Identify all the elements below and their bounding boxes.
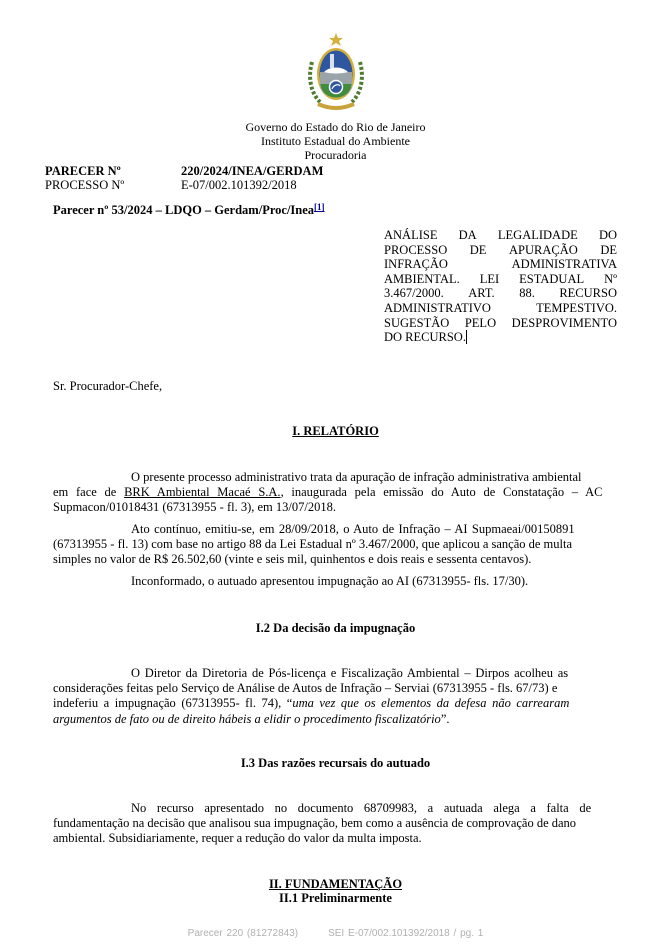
ementa-word: AMBIENTAL. [384,271,460,286]
footer-page-ref: SEI E-07/002.101392/2018 / pg. 1 [328,928,484,939]
ementa-word: DE [600,242,617,257]
parecer-label: PARECER Nº [45,164,121,178]
section-title-fundamentacao [0,877,671,892]
ementa-word: ANÁLISE [384,228,438,242]
section-title-decisao: I.2 Da decisão da impugnação [255,621,416,635]
paragraph-1-line-3: Supmacon/01018431 (67313955 - fl. 3), em 13/07/2018. [53,500,336,515]
header-institute-name: Instituto Estadual do Ambiente [261,134,410,148]
ementa-line [384,228,617,243]
company-name-link[interactable]: BRK Ambiental Macaé S.A. [124,485,281,500]
paragraph-1-line-2-pre: em face de [53,485,117,500]
ementa-word: PELO [464,315,497,330]
ementa-line [384,330,617,345]
ementa-word: ART. [468,286,495,301]
parecer-subtitle [53,203,325,218]
ementa-word: DO [598,228,617,242]
paragraph-5 [53,801,618,847]
ementa-line [384,286,617,301]
ementa-line [384,243,617,258]
parecer-number: 220/2024/INEA/GERDAM [181,164,324,178]
ementa-line [384,272,617,287]
header-government-name: Governo do Estado do Rio de Janeiro [245,120,426,134]
greeting: Sr. Procurador-Chefe, [53,379,163,393]
coat-of-arms-icon [302,32,370,116]
paragraph-4-line-2: considerações feitas pelo Serviço de Análise de Autos de Infração – Serviai (67313955 - fls. 67/73) e [53,681,558,696]
section-title-preliminarmente: II.1 Preliminarmente [279,891,392,905]
footer-document-ref: Parecer 220 (81272843) [187,928,299,939]
paragraph-5-line-3: ambiental. Subsidiariamente, requer a redução do valor da multa imposta. [53,831,422,846]
paragraph-4-line-3-pre: indeferiu a impugnação (67313955- fl. 74), “ [53,696,293,711]
paragraph-5-line-1: No recurso apresentado no documento 68709983, a autuada alega a falta de [131,801,592,815]
paragraph-4-line-1: O Diretor da Diretoria de Pós-licença e Fiscalização Ambiental – Dirpos acolheu as [131,666,569,680]
header-department-name: Procuradoria [304,148,367,162]
ementa-word: ADMINISTRATIVO [384,300,491,315]
paragraph-1 [53,470,618,516]
ementa-word: RECURSO [559,286,617,301]
footnote-link[interactable]: [1] [314,202,325,212]
processo-number: E-07/002.101392/2018 [181,178,297,192]
ementa-word: 88. [519,286,535,301]
ementa-line [384,301,617,316]
text-cursor [466,330,467,344]
ementa-word: DO RECURSO. [384,330,466,345]
ementa-word: 3.467/2000. [384,286,444,301]
paragraph-3: Inconformado, o autuado apresentou impugnação ao AI (67313955- fls. 17/30). [131,574,529,588]
ementa-word: DA [458,228,477,242]
paragraph-2 [53,522,618,568]
paragraph-4-quote-part-1: uma vez que os elementos da defesa não carrearam [292,696,570,711]
paragraph-1-line-2-post: , inaugurada pela emissão do Auto de Constatação – AC [280,485,603,500]
paragraph-2-line-2: (67313955 - fl. 13) com base no artigo 88 da Lei Estadual nº 3.467/2000, que aplicou a sanção de multa [53,537,573,552]
ementa-line [384,316,617,331]
ementa-word: LEI [479,271,500,286]
paragraph-4-line-4-post: ”. [440,711,450,726]
section-title-fundamentacao-text: II. FUNDAMENTAÇÃO [268,877,403,891]
ementa-word: LEGALIDADE [497,228,578,242]
ementa-word: ADMINISTRATIVA [511,257,617,272]
paragraph-1-line-1-text: O presente processo administrativo trata da apuração de infração administrativa ambiental [131,470,582,484]
parecer-subtitle-text: Parecer nº 53/2024 – LDQO – Gerdam/Proc/Inea [53,203,315,217]
paragraph-4 [53,666,618,727]
ementa-word: SUGESTÃO [384,315,450,330]
paragraph-1-line-2 [53,485,618,500]
ementa-word: INFRAÇÃO [384,257,448,272]
paragraph-4-quote-part-2: argumentos de fato ou de direito hábeis a elidir o procedimento fiscalizatório [53,711,441,726]
paragraph-2-line-3: simples no valor de R$ 26.502,60 (vinte e seis mil, quinhentos e dois reais e sessenta centavos). [53,552,532,567]
paragraph-2-line-1: Ato contínuo, emitiu-se, em 28/09/2018, o Auto de Infração – AI Supmaeai/00150891 [131,522,575,536]
ementa-word: APURAÇÃO [509,242,578,257]
paragraph-1-line-1 [53,470,618,485]
ementa-word: DESPROVIMENTO [511,315,617,330]
paragraph-4-line-3 [53,696,618,711]
ementa-word: Nº [604,271,617,286]
section-title-razoes: I.3 Das razões recursais do autuado [240,756,431,770]
ementa-word: ESTADUAL [519,271,585,286]
section-title-relatorio-text: I. RELATÓRIO [292,424,379,438]
section-title-relatorio [0,424,671,439]
processo-label: PROCESSO Nº [45,178,125,192]
paragraph-5-line-2: fundamentação na decisão que analisou sua impugnação, bem como a ausência de comprovação de dano [53,816,577,831]
ementa-block [384,228,617,345]
ementa-line [384,257,617,272]
paragraph-4-line-4 [53,712,618,727]
ementa-word: TEMPESTIVO. [536,300,617,315]
ementa-word: DE [469,242,487,257]
page-footer [0,928,671,939]
ementa-word: PROCESSO [384,242,448,257]
